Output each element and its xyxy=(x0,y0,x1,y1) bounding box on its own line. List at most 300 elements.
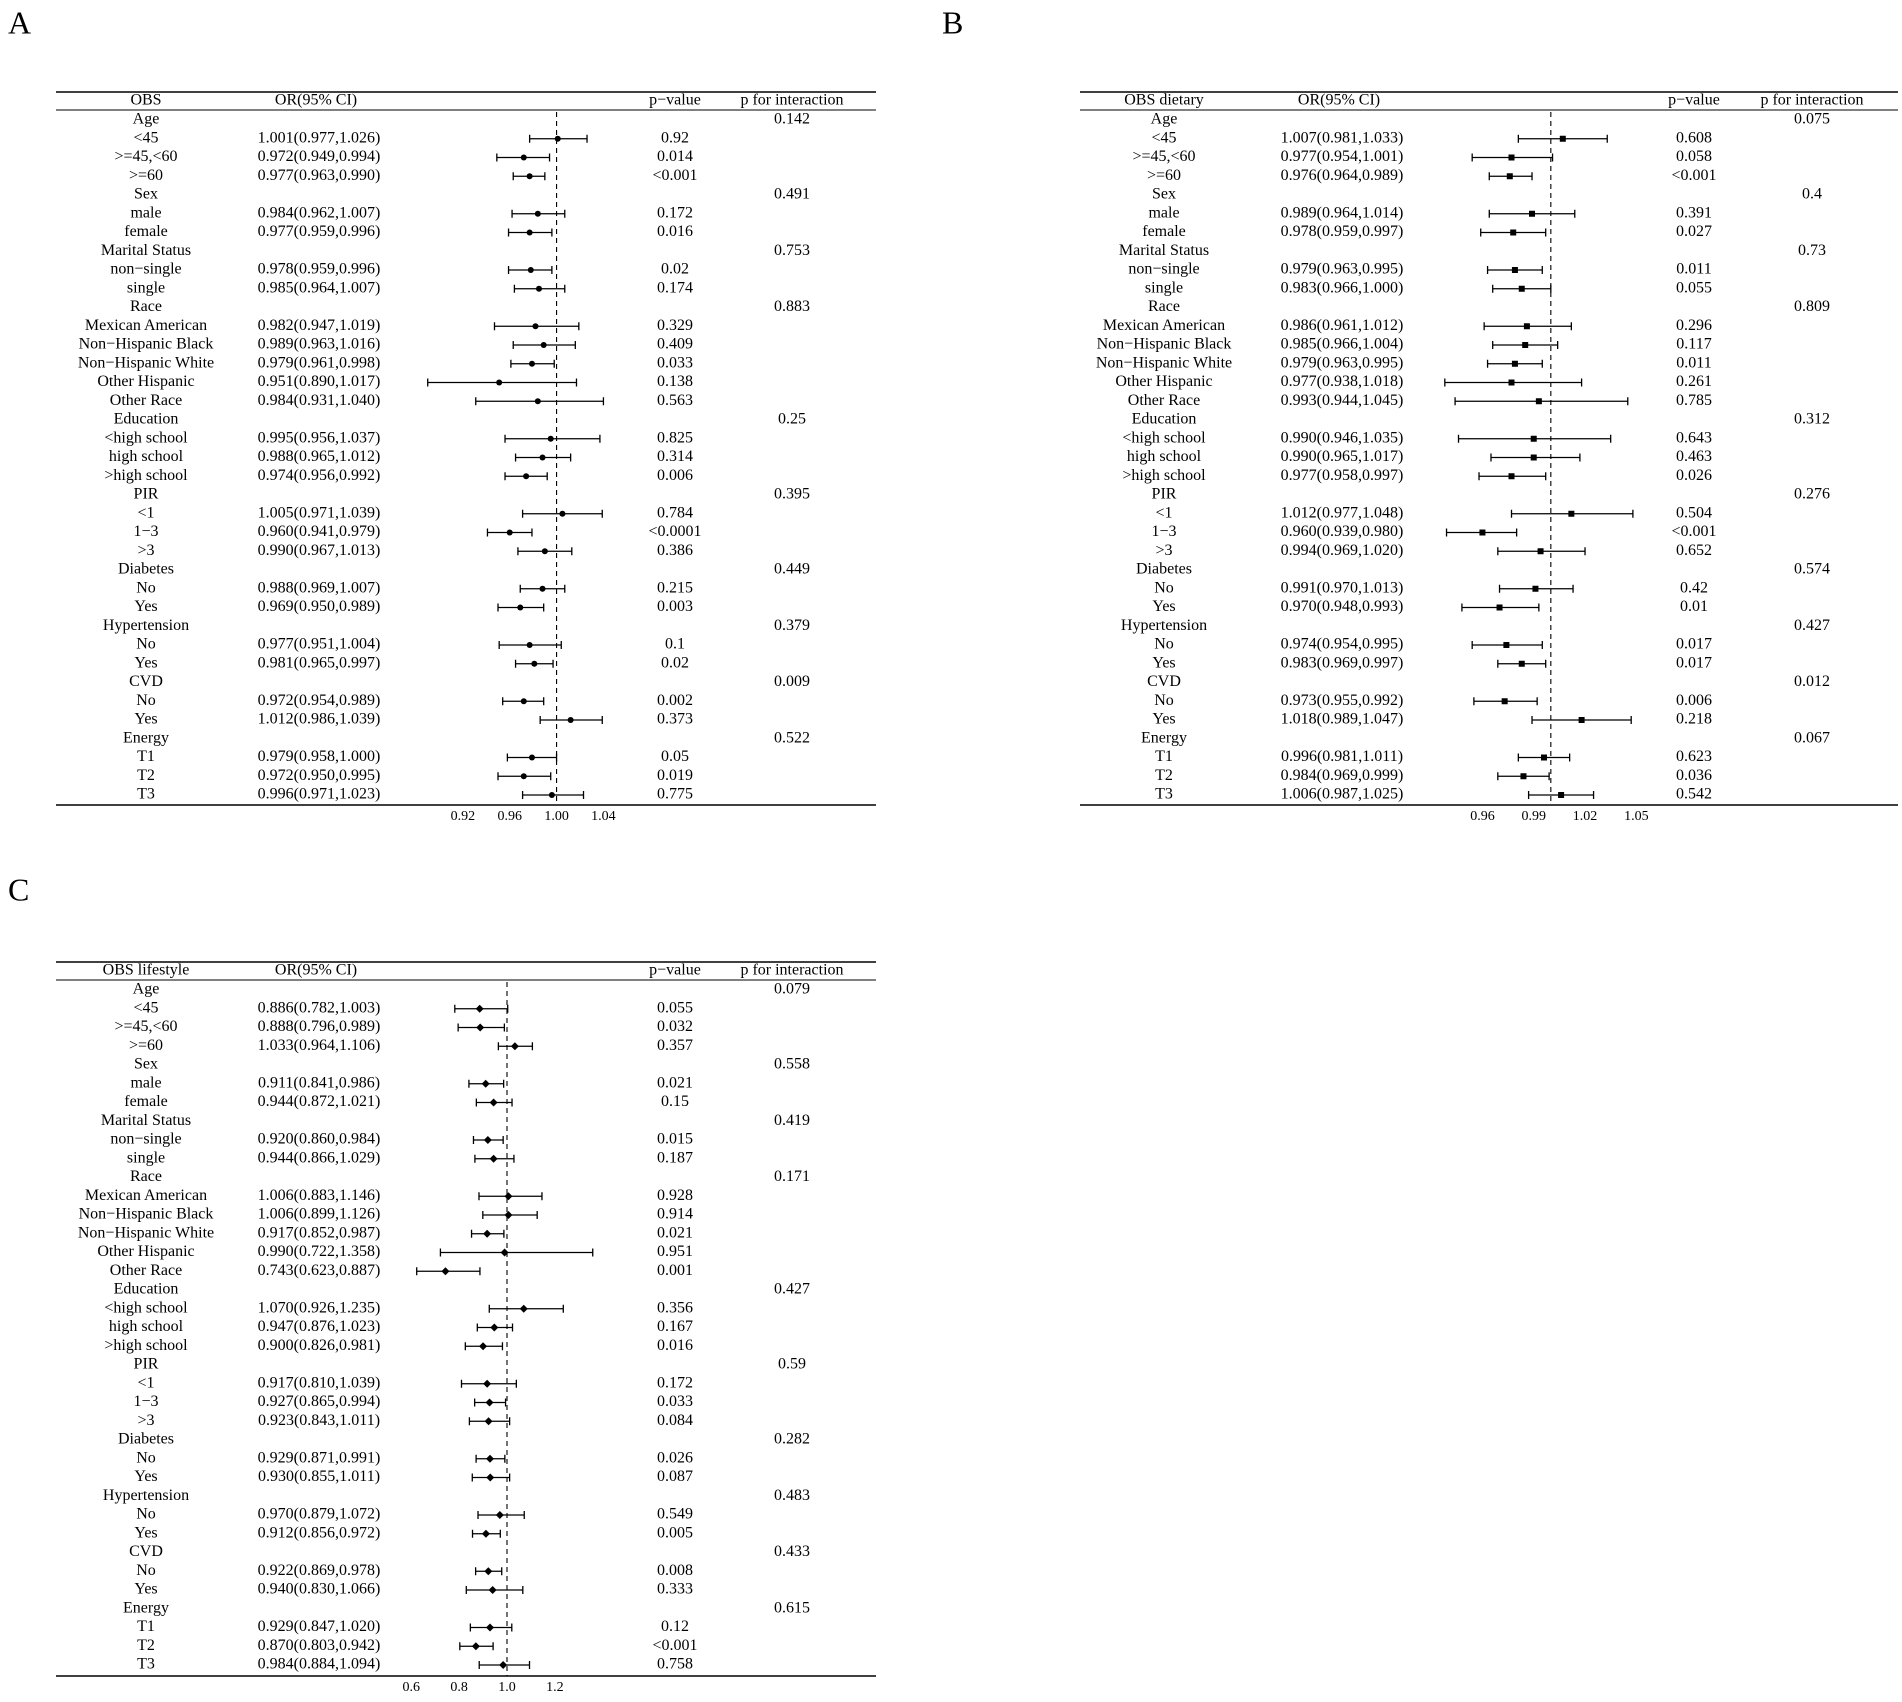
group-header-row xyxy=(133,981,810,998)
or-point xyxy=(540,455,546,461)
p-interaction-value: 0.449 xyxy=(774,560,810,578)
subgroup-label: high school xyxy=(108,448,184,466)
p-interaction-value: 0.433 xyxy=(774,1543,810,1561)
p-value: 0.001 xyxy=(657,1261,693,1279)
or-ci-value: 0.940(0.830,1.066) xyxy=(257,1580,381,1598)
or-ci-value: 0.977(0.938,1.018) xyxy=(1280,373,1404,391)
group-header-row xyxy=(130,298,810,315)
or-point xyxy=(541,342,547,348)
or-ci-value: 0.917(0.852,0.987) xyxy=(257,1224,381,1242)
p-value: 0.117 xyxy=(1676,335,1712,353)
or-ci-value: 1.006(0.899,1.126) xyxy=(257,1205,381,1223)
or-point xyxy=(529,755,535,761)
subgroup-label: >3 xyxy=(137,541,155,559)
p-interaction-value: 0.427 xyxy=(774,1280,810,1298)
subgroup-label: male xyxy=(1148,204,1180,222)
p-value: 0.015 xyxy=(657,1130,693,1148)
group-label: Diabetes xyxy=(1136,560,1192,578)
group-header-row xyxy=(1132,411,1830,428)
p-interaction-value: 0.883 xyxy=(774,298,810,316)
subgroup-row xyxy=(133,1393,693,1410)
or-point xyxy=(1558,792,1564,798)
group-header-row xyxy=(129,673,810,690)
subgroup-row xyxy=(1103,317,1712,334)
subgroup-label: Mexican American xyxy=(1102,316,1226,334)
subgroup-row xyxy=(79,336,693,353)
or-ci-value: 0.973(0.955,0.992) xyxy=(1280,691,1404,709)
subgroup-row xyxy=(1151,523,1716,540)
subgroup-row xyxy=(127,279,693,296)
subgroup-row xyxy=(78,1224,693,1241)
group-label: CVD xyxy=(129,673,163,691)
subgroup-label: T3 xyxy=(137,1655,155,1673)
header-or-ci: OR(95% CI) xyxy=(274,91,358,109)
or-point xyxy=(531,661,537,667)
group-header-row xyxy=(118,1431,810,1448)
or-ci-value: 1.005(0.971,1.039) xyxy=(257,504,381,522)
p-value: 0.02 xyxy=(661,654,689,672)
or-point xyxy=(1510,230,1516,236)
subgroup-label: T1 xyxy=(137,1618,155,1636)
p-value: 0.12 xyxy=(661,1618,689,1636)
or-point xyxy=(1512,267,1518,273)
p-interaction-value: 0.312 xyxy=(1794,410,1830,428)
or-ci-value: 0.984(0.931,1.040) xyxy=(257,391,381,409)
or-ci-value: 0.977(0.959,0.996) xyxy=(257,223,381,241)
group-header-row xyxy=(133,111,810,128)
or-point xyxy=(496,1511,504,1519)
or-point xyxy=(1532,586,1538,592)
subgroup-row xyxy=(110,1131,693,1148)
or-ci-value: 0.911(0.841,0.986) xyxy=(257,1074,381,1092)
subgroup-row xyxy=(1128,392,1712,409)
group-header-row xyxy=(134,1356,806,1373)
subgroup-row xyxy=(1155,748,1712,765)
or-point xyxy=(484,1567,492,1575)
p-value: 0.026 xyxy=(1676,466,1712,484)
forest-panel-a xyxy=(8,4,876,824)
or-point xyxy=(1524,323,1530,329)
p-value: 0.643 xyxy=(1676,429,1712,447)
p-value: 0.017 xyxy=(1676,654,1712,672)
x-tick-label: 1.0 xyxy=(498,1680,516,1696)
or-point xyxy=(1520,773,1526,779)
subgroup-row xyxy=(1147,167,1717,184)
p-value: 0.333 xyxy=(657,1580,693,1598)
group-label: CVD xyxy=(1147,673,1181,691)
x-tick-label: 1.00 xyxy=(544,809,569,825)
subgroup-label: Other Race xyxy=(109,1261,183,1279)
or-point xyxy=(521,773,527,779)
subgroup-label: >=60 xyxy=(128,166,164,184)
subgroup-row xyxy=(1115,373,1712,390)
p-interaction-value: 0.395 xyxy=(774,485,810,503)
group-header-row xyxy=(1152,186,1822,203)
or-point xyxy=(479,1342,487,1350)
subgroup-row xyxy=(130,204,693,221)
or-ci-value: 0.972(0.950,0.995) xyxy=(257,766,381,784)
p-value: 0.542 xyxy=(1676,785,1712,803)
p-value: 0.314 xyxy=(657,448,693,466)
subgroup-row xyxy=(137,767,693,784)
subgroup-label: T3 xyxy=(137,785,155,803)
group-header-row xyxy=(114,411,806,428)
p-interaction-value: 0.59 xyxy=(778,1355,806,1373)
or-point xyxy=(499,1661,507,1669)
p-value: 0.356 xyxy=(657,1299,693,1317)
subgroup-row xyxy=(136,1506,693,1523)
p-value: 0.951 xyxy=(657,1243,693,1261)
or-point xyxy=(520,1305,528,1313)
subgroup-label: Yes xyxy=(134,1580,158,1598)
subgroup-label: No xyxy=(1154,691,1174,709)
p-value: <0.001 xyxy=(1671,523,1717,541)
subgroup-row xyxy=(124,1093,689,1110)
or-ci-value: 1.018(0.989,1.047) xyxy=(1280,710,1404,728)
group-header-row xyxy=(101,1112,810,1129)
or-ci-value: 0.978(0.959,0.997) xyxy=(1280,223,1404,241)
panel-label: B xyxy=(942,4,964,41)
subgroup-label: No xyxy=(136,1561,156,1579)
p-value: 0.05 xyxy=(661,748,689,766)
subgroup-row xyxy=(136,1562,693,1579)
p-value: 0.391 xyxy=(1676,204,1712,222)
or-ci-value: 0.984(0.969,0.999) xyxy=(1280,766,1404,784)
x-tick-label: 1.02 xyxy=(1572,809,1598,825)
or-point xyxy=(527,642,533,648)
or-ci-value: 0.977(0.954,1.001) xyxy=(1280,148,1404,166)
group-label: Education xyxy=(1131,410,1197,428)
p-value: 0.087 xyxy=(657,1468,693,1486)
p-value: 0.084 xyxy=(657,1411,693,1429)
subgroup-row xyxy=(1155,786,1712,803)
subgroup-row xyxy=(134,1524,693,1541)
p-value: 0.1 xyxy=(665,635,685,653)
header-p-interaction: p for interaction xyxy=(740,961,844,979)
or-point xyxy=(486,1474,494,1482)
subgroup-label: <high school xyxy=(104,429,188,447)
subgroup-row xyxy=(1152,598,1708,615)
subgroup-label: T2 xyxy=(137,766,155,784)
or-point xyxy=(482,1530,490,1538)
group-label: Marital Status xyxy=(100,1111,192,1129)
p-interaction-value: 0.522 xyxy=(774,729,810,747)
subgroup-row xyxy=(104,1299,693,1316)
p-value: 0.006 xyxy=(657,466,693,484)
group-label: Hypertension xyxy=(102,1486,190,1504)
or-point xyxy=(555,136,561,142)
group-header-row xyxy=(1151,111,1830,128)
or-ci-value: 0.974(0.954,0.995) xyxy=(1280,635,1404,653)
p-value: 0.011 xyxy=(1676,260,1712,278)
or-ci-value: 0.984(0.962,1.007) xyxy=(257,204,381,222)
or-ci-value: 1.033(0.964,1.106) xyxy=(257,1036,381,1054)
or-point xyxy=(504,1211,512,1219)
p-value: 0.055 xyxy=(1676,279,1712,297)
group-label: Race xyxy=(130,298,162,316)
p-interaction-value: 0.483 xyxy=(774,1486,810,1504)
p-interaction-value: 0.009 xyxy=(774,673,810,691)
group-header-row xyxy=(123,729,810,746)
p-interaction-value: 0.419 xyxy=(774,1111,810,1129)
p-value: 0.058 xyxy=(1676,148,1712,166)
subgroup-label: <1 xyxy=(137,1374,155,1392)
or-ci-value: 0.989(0.964,1.014) xyxy=(1280,204,1404,222)
or-ci-value: 0.990(0.946,1.035) xyxy=(1280,429,1404,447)
p-value: 0.017 xyxy=(1676,635,1712,653)
or-point xyxy=(527,173,533,179)
subgroup-row xyxy=(1155,542,1712,559)
p-value: 0.357 xyxy=(657,1036,693,1054)
p-value: 0.758 xyxy=(657,1655,693,1673)
p-interaction-value: 0.4 xyxy=(1802,185,1822,203)
header-or-ci: OR(95% CI) xyxy=(1297,91,1381,109)
or-point xyxy=(1531,436,1537,442)
subgroup-row xyxy=(130,1074,693,1091)
or-point xyxy=(476,1024,484,1032)
header-p-interaction: p for interaction xyxy=(740,91,844,109)
or-point xyxy=(535,398,541,404)
group-header-row xyxy=(1152,486,1830,503)
subgroup-row xyxy=(1096,354,1712,371)
x-tick-label: 0.8 xyxy=(450,1680,468,1696)
p-interaction-value: 0.558 xyxy=(774,1055,810,1073)
subgroup-label: No xyxy=(136,1449,156,1467)
subgroup-row xyxy=(79,1206,693,1223)
header-label: OBS dietary xyxy=(1124,91,1204,109)
subgroup-label: No xyxy=(136,1505,156,1523)
x-tick-label: 1.05 xyxy=(1624,809,1649,825)
or-ci-value: 0.977(0.951,1.004) xyxy=(257,635,381,653)
group-label: Hypertension xyxy=(102,616,190,634)
p-value: 0.329 xyxy=(657,316,693,334)
subgroup-row xyxy=(137,1374,693,1391)
forest-panel-c xyxy=(8,871,876,1695)
subgroup-row xyxy=(104,429,693,446)
subgroup-row xyxy=(1127,448,1712,465)
group-label: Sex xyxy=(134,1055,158,1073)
or-point xyxy=(485,1417,493,1425)
p-value: 0.005 xyxy=(657,1524,693,1542)
subgroup-label: >=45,<60 xyxy=(1132,148,1196,166)
or-ci-value: 0.978(0.959,0.996) xyxy=(257,260,381,278)
group-label: Energy xyxy=(1141,729,1187,747)
subgroup-row xyxy=(97,1243,693,1260)
subgroup-row xyxy=(1122,467,1712,484)
or-ci-value: 0.951(0.890,1.017) xyxy=(257,373,381,391)
or-ci-value: 0.989(0.963,1.016) xyxy=(257,335,381,353)
subgroup-row xyxy=(1155,504,1712,521)
subgroup-label: >high school xyxy=(104,466,188,484)
p-interaction-value: 0.615 xyxy=(774,1599,810,1617)
group-header-row xyxy=(134,486,810,503)
subgroup-label: >=45,<60 xyxy=(114,148,178,166)
subgroup-label: >=45,<60 xyxy=(114,1018,178,1036)
or-ci-value: 0.970(0.879,1.072) xyxy=(257,1505,381,1523)
subgroup-row xyxy=(1154,579,1708,596)
group-label: Sex xyxy=(134,185,158,203)
group-header-row xyxy=(1121,617,1830,634)
or-ci-value: 0.993(0.944,1.045) xyxy=(1280,391,1404,409)
subgroup-label: Other Hispanic xyxy=(97,1243,195,1261)
p-interaction-value: 0.427 xyxy=(1794,616,1830,634)
or-point xyxy=(523,473,529,479)
or-point xyxy=(490,1099,498,1107)
group-header-row xyxy=(1141,729,1830,746)
or-ci-value: 0.969(0.950,0.989) xyxy=(257,598,381,616)
or-point xyxy=(490,1324,498,1332)
or-point xyxy=(529,361,535,367)
group-label: Education xyxy=(113,1280,179,1298)
subgroup-row xyxy=(129,167,698,184)
subgroup-label: Yes xyxy=(134,1468,158,1486)
or-point xyxy=(1541,755,1547,761)
subgroup-label: Other Hispanic xyxy=(1115,373,1213,391)
or-ci-value: 0.927(0.865,0.994) xyxy=(257,1393,381,1411)
or-ci-value: 1.001(0.977,1.026) xyxy=(257,129,381,147)
subgroup-row xyxy=(133,999,693,1016)
p-value: 0.01 xyxy=(1680,598,1708,616)
subgroup-row xyxy=(1145,279,1712,296)
subgroup-row xyxy=(110,392,693,409)
or-ci-value: 0.979(0.963,0.995) xyxy=(1280,260,1404,278)
subgroup-row xyxy=(109,1318,693,1335)
group-header-row xyxy=(1148,298,1830,315)
or-point xyxy=(535,211,541,217)
subgroup-row xyxy=(1152,654,1712,671)
subgroup-label: male xyxy=(130,1074,162,1092)
group-label: Race xyxy=(130,1168,162,1186)
or-point xyxy=(1536,398,1542,404)
p-interaction-value: 0.379 xyxy=(774,616,810,634)
or-point xyxy=(486,1399,494,1407)
subgroup-label: <high school xyxy=(104,1299,188,1317)
or-point xyxy=(542,548,548,554)
p-value: 0.016 xyxy=(657,223,693,241)
p-value: 0.373 xyxy=(657,710,693,728)
header-label: OBS xyxy=(130,91,162,109)
subgroup-label: female xyxy=(124,223,168,241)
or-ci-value: 0.990(0.967,1.013) xyxy=(257,541,381,559)
group-label: Hypertension xyxy=(1120,616,1208,634)
or-ci-value: 0.986(0.961,1.012) xyxy=(1280,316,1404,334)
or-point xyxy=(507,530,513,536)
panel-label: A xyxy=(8,4,32,41)
or-ci-value: 0.996(0.971,1.023) xyxy=(257,785,381,803)
subgroup-row xyxy=(1142,223,1712,240)
subgroup-row xyxy=(78,354,693,371)
p-value: 0.42 xyxy=(1680,579,1708,597)
subgroup-label: non−single xyxy=(110,260,182,278)
or-point xyxy=(441,1267,449,1275)
or-point xyxy=(496,380,502,386)
or-ci-value: 1.007(0.981,1.033) xyxy=(1280,129,1404,147)
subgroup-label: <45 xyxy=(133,999,159,1017)
subgroup-label: Mexican American xyxy=(84,1186,208,1204)
p-value: 0.019 xyxy=(657,766,693,784)
subgroup-label: high school xyxy=(108,1318,184,1336)
p-value: 0.003 xyxy=(657,598,693,616)
or-ci-value: 0.988(0.969,1.007) xyxy=(257,579,381,597)
or-point xyxy=(1509,380,1515,386)
header-p-interaction: p for interaction xyxy=(1760,91,1864,109)
p-value: 0.409 xyxy=(657,335,693,353)
or-ci-value: 0.976(0.964,0.989) xyxy=(1280,166,1404,184)
p-interaction-value: 0.809 xyxy=(1794,298,1830,316)
subgroup-label: single xyxy=(126,1149,166,1167)
group-header-row xyxy=(103,1487,810,1504)
or-ci-value: 1.012(0.986,1.039) xyxy=(257,710,381,728)
subgroup-label: Non−Hispanic White xyxy=(77,1224,215,1242)
or-ci-value: 0.947(0.876,1.023) xyxy=(257,1318,381,1336)
subgroup-label: male xyxy=(130,204,162,222)
or-ci-value: 0.979(0.961,0.998) xyxy=(257,354,381,372)
group-label: Education xyxy=(113,410,179,428)
subgroup-label: female xyxy=(1142,223,1186,241)
or-point xyxy=(540,586,546,592)
x-tick-label: 0.92 xyxy=(450,809,476,825)
or-point xyxy=(1538,548,1544,554)
p-value: 0.784 xyxy=(657,504,693,522)
p-value: 0.008 xyxy=(657,1561,693,1579)
subgroup-label: high school xyxy=(1126,448,1202,466)
or-point xyxy=(528,267,534,273)
or-point xyxy=(489,1586,497,1594)
or-ci-value: 0.990(0.965,1.017) xyxy=(1280,448,1404,466)
or-point xyxy=(1497,605,1503,611)
subgroup-row xyxy=(134,1468,693,1485)
subgroup-row xyxy=(104,1337,693,1354)
or-ci-value: 0.988(0.965,1.012) xyxy=(257,448,381,466)
group-header-row xyxy=(1147,673,1830,690)
or-ci-value: 0.982(0.947,1.019) xyxy=(257,316,381,334)
subgroup-row xyxy=(127,1149,693,1166)
subgroup-label: <45 xyxy=(1151,129,1177,147)
subgroup-label: Other Hispanic xyxy=(97,373,195,391)
subgroup-label: single xyxy=(126,279,166,297)
or-point xyxy=(527,230,533,236)
p-interaction-value: 0.282 xyxy=(774,1430,810,1448)
subgroup-label: >=60 xyxy=(128,1036,164,1054)
group-header-row xyxy=(123,1599,810,1616)
subgroup-row xyxy=(1132,148,1712,165)
subgroup-label: Yes xyxy=(134,1524,158,1542)
subgroup-row xyxy=(114,1018,693,1035)
subgroup-label: <45 xyxy=(133,129,159,147)
or-point xyxy=(1509,473,1515,479)
subgroup-row xyxy=(1155,767,1712,784)
p-interaction-value: 0.25 xyxy=(778,410,806,428)
or-ci-value: 0.923(0.843,1.011) xyxy=(257,1411,381,1429)
or-point xyxy=(490,1155,498,1163)
p-value: 0.563 xyxy=(657,391,693,409)
or-ci-value: 0.930(0.855,1.011) xyxy=(257,1468,381,1486)
subgroup-label: Non−Hispanic Black xyxy=(78,1205,214,1223)
p-value: 0.172 xyxy=(657,204,693,222)
or-ci-value: 0.985(0.966,1.004) xyxy=(1280,335,1404,353)
subgroup-label: <high school xyxy=(1122,429,1206,447)
subgroup-label: No xyxy=(136,691,156,709)
or-ci-value: 0.944(0.872,1.021) xyxy=(257,1093,381,1111)
p-interaction-value: 0.012 xyxy=(1794,673,1830,691)
group-label: PIR xyxy=(133,1355,159,1373)
p-value: 0.15 xyxy=(661,1093,689,1111)
p-value: 0.549 xyxy=(657,1505,693,1523)
subgroup-row xyxy=(124,223,693,240)
subgroup-label: Non−Hispanic White xyxy=(77,354,215,372)
or-ci-value: 0.929(0.871,0.991) xyxy=(257,1449,381,1467)
or-point xyxy=(482,1080,490,1088)
